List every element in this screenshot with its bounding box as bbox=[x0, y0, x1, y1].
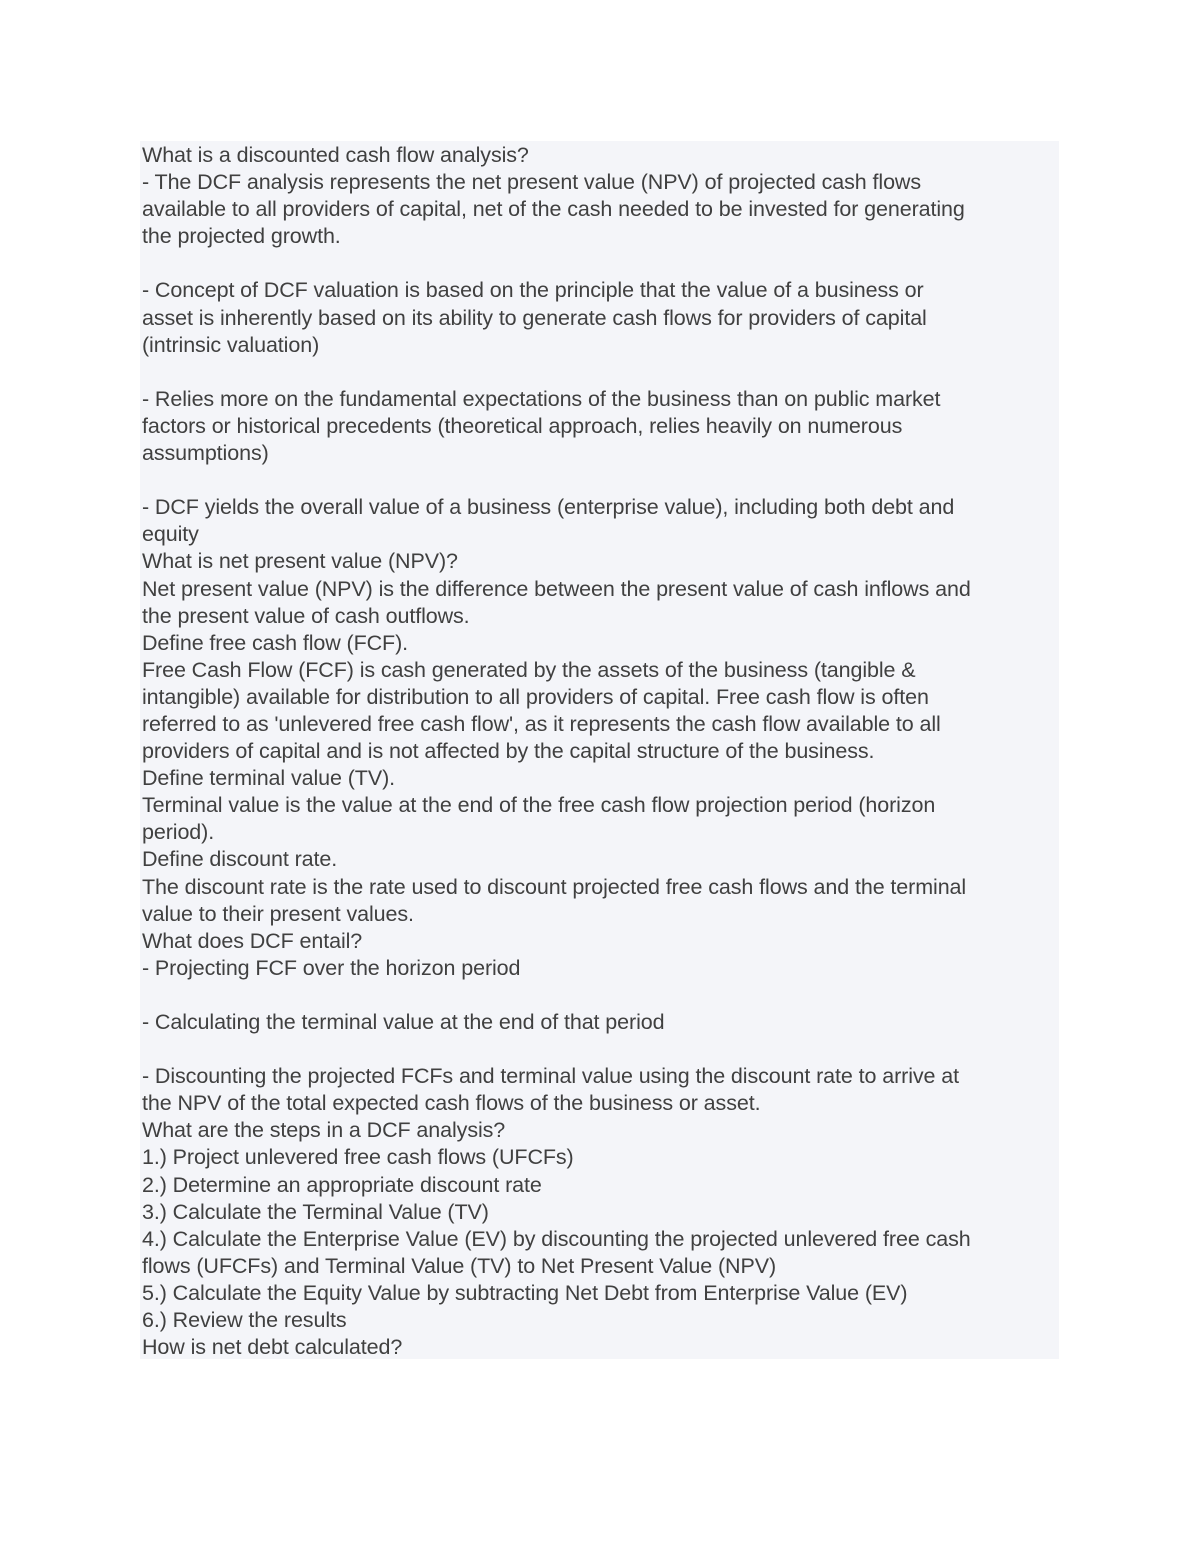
text-line: The discount rate is the rate used to discount projected free cash flows and the terminal bbox=[142, 874, 967, 899]
text-line: - DCF yields the overall value of a business (enterprise value), including both debt and bbox=[142, 495, 955, 520]
text-line: asset is inherently based on its ability to generate cash flows for providers of capital bbox=[142, 305, 927, 330]
question-line: Define terminal value (TV). bbox=[142, 766, 396, 791]
text-line: the present value of cash outflows. bbox=[142, 603, 470, 628]
question-line: How is net debt calculated? bbox=[142, 1335, 403, 1360]
text-line: - The DCF analysis represents the net present value (NPV) of projected cash flows bbox=[142, 170, 922, 195]
step-line: 2.) Determine an appropriate discount rate bbox=[142, 1172, 542, 1197]
text-line: value to their present values. bbox=[142, 901, 414, 926]
text-line: factors or historical precedents (theoretical approach, relies heavily on numerous bbox=[142, 413, 903, 438]
blank-line bbox=[142, 359, 1057, 386]
text-line: available to all providers of capital, net of the cash needed to be invested for generating bbox=[142, 197, 965, 222]
text-line: period). bbox=[142, 820, 215, 845]
text-line: Terminal value is the value at the end of the free cash flow projection period (horizon bbox=[142, 793, 936, 818]
text-line: - Relies more on the fundamental expectations of the business than on public market bbox=[142, 386, 941, 411]
text-line: (intrinsic valuation) bbox=[142, 332, 320, 357]
text-line: the NPV of the total expected cash flows of the business or asset. bbox=[142, 1091, 761, 1116]
question-line: Define discount rate. bbox=[142, 847, 338, 872]
step-line: 6.) Review the results bbox=[142, 1308, 347, 1333]
step-line: 3.) Calculate the Terminal Value (TV) bbox=[142, 1199, 489, 1224]
step-line: 1.) Project unlevered free cash flows (UFCFs) bbox=[142, 1145, 574, 1170]
text-line: intangible) available for distribution to all providers of capital. Free cash flow is often bbox=[142, 684, 929, 709]
text-line: - Discounting the projected FCFs and terminal value using the discount rate to arrive at bbox=[142, 1064, 959, 1089]
text-line: - Concept of DCF valuation is based on the principle that the value of a business or bbox=[142, 278, 924, 303]
step-line: 5.) Calculate the Equity Value by subtracting Net Debt from Enterprise Value (EV) bbox=[142, 1280, 908, 1305]
text-line: What is a discounted cash flow analysis? bbox=[142, 143, 529, 167]
text-line: - Projecting FCF over the horizon period bbox=[142, 955, 521, 980]
step-line: flows (UFCFs) and Terminal Value (TV) to Net Present Value (NPV) bbox=[142, 1253, 777, 1278]
blank-line bbox=[142, 250, 1057, 277]
text-line: Net present value (NPV) is the difference between the present value of cash inflows and bbox=[142, 576, 971, 601]
question-line: What are the steps in a DCF analysis? bbox=[142, 1118, 506, 1143]
document-text-block bbox=[140, 141, 1059, 1359]
text-line: referred to as 'unlevered free cash flow', as it represents the cash flow available to all bbox=[142, 711, 941, 736]
question-line: What does DCF entail? bbox=[142, 928, 363, 953]
question-line: Define free cash flow (FCF). bbox=[142, 630, 409, 655]
blank-line bbox=[142, 1036, 1057, 1063]
question-line: What is net present value (NPV)? bbox=[142, 549, 458, 574]
text-line: Free Cash Flow (FCF) is cash generated by the assets of the business (tangible & bbox=[142, 657, 916, 682]
text-line: the projected growth. bbox=[142, 224, 341, 249]
blank-line bbox=[142, 982, 1057, 1009]
step-line: 4.) Calculate the Enterprise Value (EV) by discounting the projected unlevered free cash bbox=[142, 1226, 971, 1251]
text-line: equity bbox=[142, 522, 199, 547]
blank-line bbox=[142, 467, 1057, 494]
text-line: providers of capital and is not affected by the capital structure of the business. bbox=[142, 739, 875, 764]
text-line: - Calculating the terminal value at the end of that period bbox=[142, 1010, 665, 1034]
text-line: assumptions) bbox=[142, 441, 269, 466]
